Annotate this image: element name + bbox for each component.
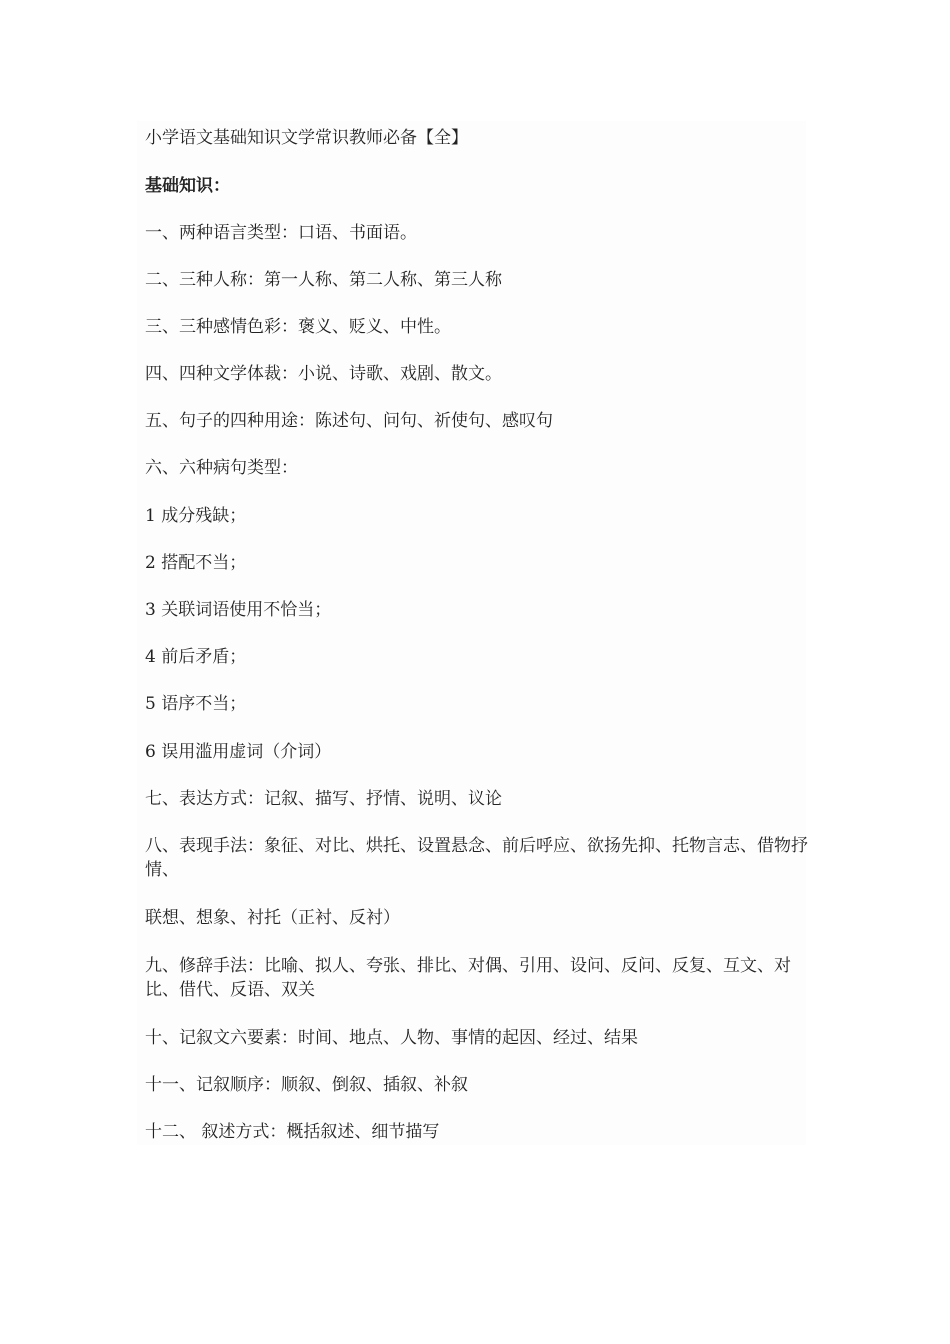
line-emotional-colors: 三、三种感情色彩：褒义、贬义、中性。 xyxy=(145,317,451,337)
line-techniques-continued: 联想、想象、衬托（正衬、反衬） xyxy=(145,908,400,928)
section-heading: 基础知识： xyxy=(145,176,230,196)
list-item-error-5: 5 语序不当； xyxy=(145,694,247,714)
list-item-error-6: 6 误用滥用虚词（介词） xyxy=(145,742,332,762)
list-item-error-4: 4 前后矛盾； xyxy=(145,647,247,667)
document-title: 小学语文基础知识文学常识教师必备【全】 xyxy=(145,128,468,148)
list-item-error-3: 3 关联词语使用不恰当； xyxy=(145,600,332,620)
line-expression-modes: 七、表达方式：记叙、描写、抒情、说明、议论 xyxy=(145,789,502,809)
line-sentence-errors-heading: 六、六种病句类型： xyxy=(145,458,298,478)
line-rhetorical-devices: 九、修辞手法：比喻、拟人、夸张、排比、对偶、引用、设问、反问、反复、互文、对比、借代、反语、双关 xyxy=(145,956,791,1000)
line-literary-genres: 四、四种文学体裁：小说、诗歌、戏剧、散文。 xyxy=(145,364,502,384)
list-item-error-1: 1 成分残缺； xyxy=(145,506,247,526)
line-narrative-order: 十一、记叙顺序：顺叙、倒叙、插叙、补叙 xyxy=(145,1075,468,1095)
line-sentence-uses: 五、句子的四种用途：陈述句、问句、祈使句、感叹句 xyxy=(145,411,553,431)
line-narrative-elements: 十、记叙文六要素：时间、地点、人物、事情的起因、经过、结果 xyxy=(145,1028,638,1048)
list-item-error-2: 2 搭配不当； xyxy=(145,553,247,573)
line-techniques: 八、表现手法：象征、对比、烘托、设置悬念、前后呼应、欲扬先抑、托物言志、借物抒情、 xyxy=(145,836,808,880)
line-persons: 二、三种人称：第一人称、第二人称、第三人称 xyxy=(145,270,502,290)
line-narration-methods: 十二、 叙述方式：概括叙述、细节描写 xyxy=(145,1122,440,1142)
line-language-types: 一、两种语言类型：口语、书面语。 xyxy=(145,223,417,243)
